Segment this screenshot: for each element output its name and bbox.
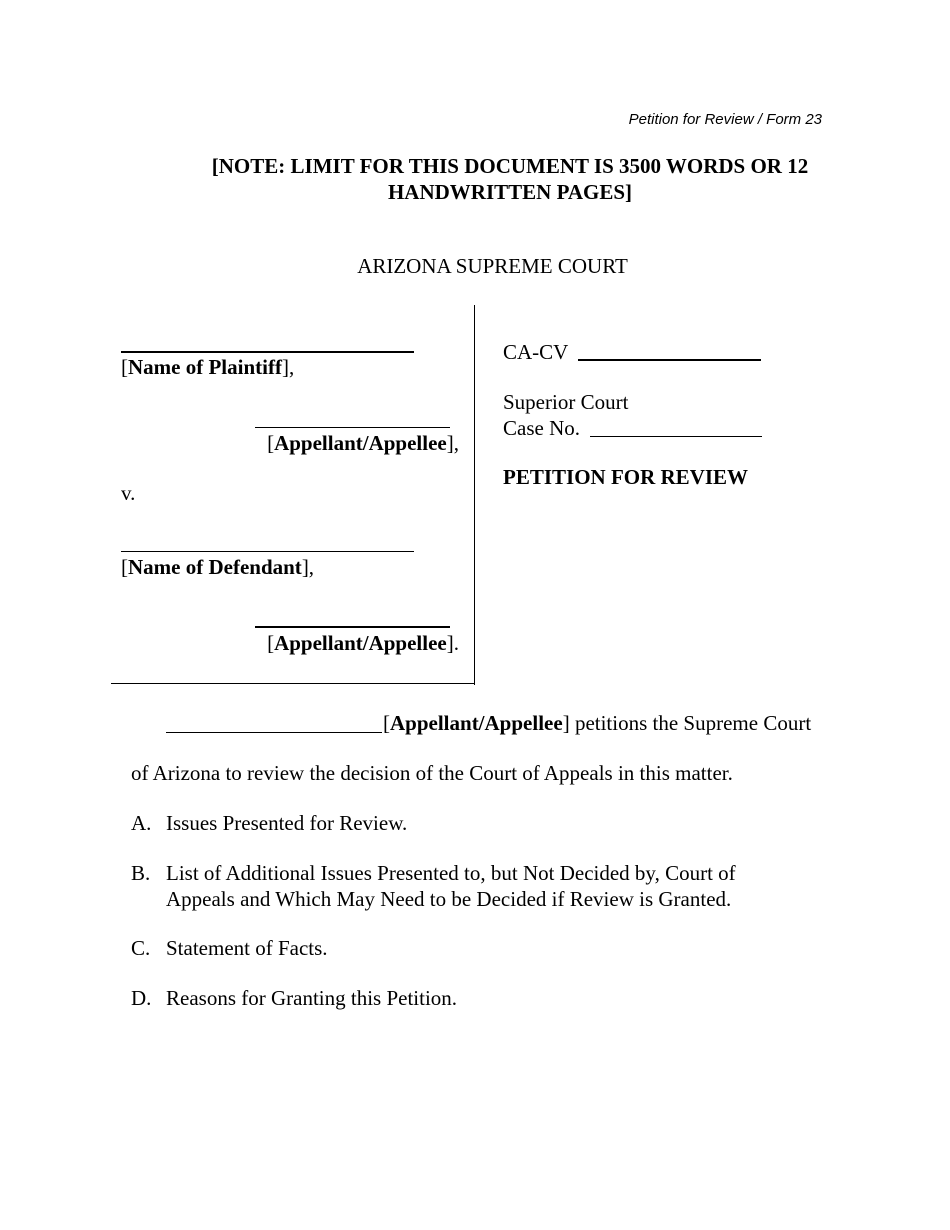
section-b-heading-line-1: List of Additional Issues Presented to, but Not Decided by, Court of [166,861,736,885]
section-b-letter: B. [131,861,151,885]
superior-court-label: Superior Court [503,390,629,414]
defendant-label: [Name of Defendant], [121,555,315,579]
section-b-heading-line-2: Appeals and Which May Need to be Decided if Review is Granted. [166,887,732,911]
section-a-heading: Issues Presented for Review. [166,811,408,835]
defendant-name-blank[interactable] [121,551,414,552]
document-title: PETITION FOR REVIEW [503,465,749,489]
plaintiff-role-label: [Appellant/Appellee], [267,431,459,455]
petition-line-1: [Appellant/Appellee] petitions the Supreme Court [383,711,812,735]
form-header-note: Petition for Review / Form 23 [628,111,822,128]
plaintiff-label: [Name of Plaintiff], [121,355,295,379]
plaintiff-name-blank[interactable] [121,351,414,353]
section-d-letter: D. [131,986,152,1010]
court-name: ARIZONA SUPREME COURT [357,254,628,278]
section-c-letter: C. [131,936,151,960]
section-a-letter: A. [131,811,152,835]
defendant-role-label: [Appellant/Appellee]. [267,631,459,655]
versus-label: v. [121,481,136,505]
caption-vertical-divider [474,305,475,685]
plaintiff-role-blank[interactable] [255,427,450,428]
section-d-heading: Reasons for Granting this Petition. [166,986,458,1010]
defendant-role-blank[interactable] [255,626,450,628]
case-no-blank[interactable] [590,436,762,437]
section-c-heading: Statement of Facts. [166,936,328,960]
caption-bottom-border [111,683,475,684]
petitioner-name-blank[interactable] [166,732,382,733]
petition-line-2: of Arizona to review the decision of the Court of Appeals in this matter. [131,761,733,785]
case-no-label: Case No. [503,416,580,440]
word-limit-note: [NOTE: LIMIT FOR THIS DOCUMENT IS 3500 WORDS OR 12 HANDWRITTEN PAGES] [211,154,809,204]
ca-cv-number-blank[interactable] [578,359,761,361]
ca-cv-label: CA-CV [503,340,569,364]
